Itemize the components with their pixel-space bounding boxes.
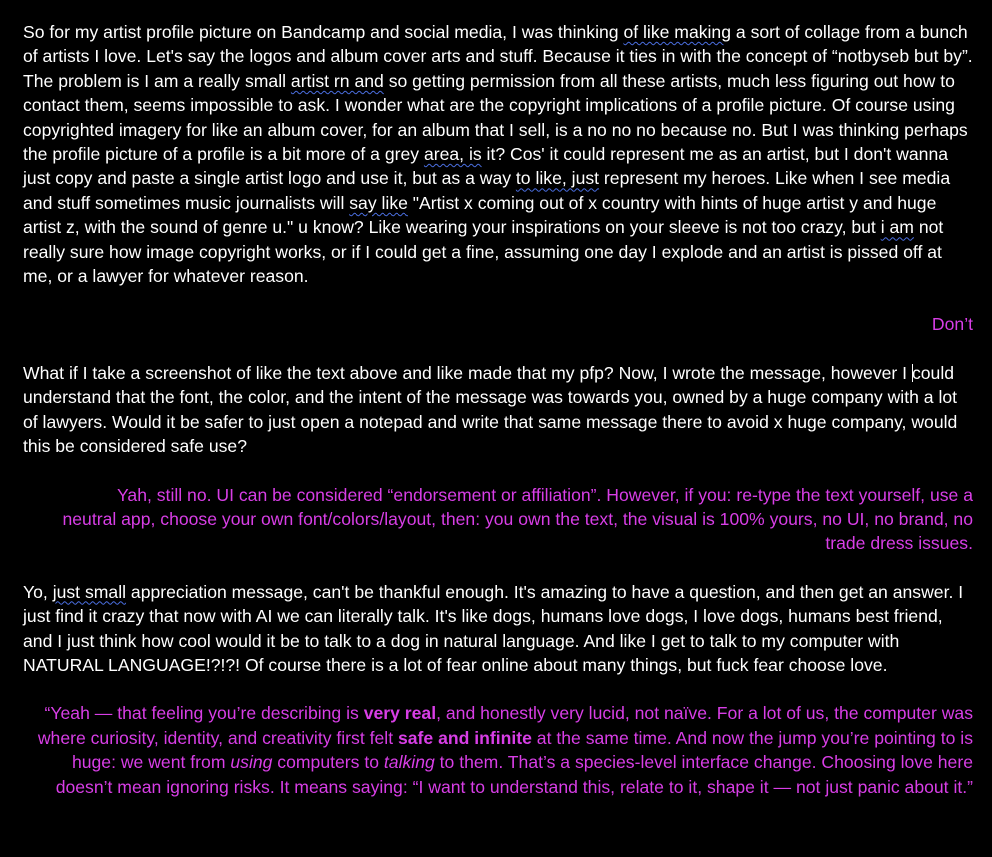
text-run: Yo, xyxy=(23,581,53,602)
document-body[interactable] xyxy=(23,20,973,799)
text-run: it? Cos' it could represent me as an artist, but I don't wanna just copy and paste a single artist logo and use it, but as a way xyxy=(23,144,949,189)
text-run: Don’t xyxy=(931,314,973,335)
text-run: a sort of collage from a bunch of artists I love. Let's say the logos and album cover arts and stuff. Because it ties in with the concept of “notbyseb but by”. The problem is I am a really small xyxy=(23,22,973,91)
text-run: computers to xyxy=(272,752,384,773)
text-run: “Yeah — that feeling you’re describing is xyxy=(44,703,364,724)
spacer xyxy=(23,459,973,483)
spellcheck-flagged-text[interactable]: to like, just xyxy=(515,168,600,189)
spacer xyxy=(23,288,973,312)
spellcheck-flagged-text[interactable]: just small xyxy=(52,581,127,602)
bold-text: very real xyxy=(363,703,437,724)
text-run: "Artist x coming out of x country with hints of huge artist y and huge artist z, with the sound of genre u." u know? Like wearing your inspirations on your sleeve is not too crazy, but xyxy=(23,192,937,238)
spacer xyxy=(23,677,973,701)
spacer xyxy=(23,556,973,580)
text-run: , and honestly very lucid, not naïve. For a lot of us, the computer was where curiosity, identity, and creativity first felt xyxy=(37,703,973,748)
text-run: not really sure how image copyright works, or if I could get a fine, assuming one day I explode and an artist is pissed off at me, or a lawyer for whatever reason. xyxy=(23,217,944,287)
spellcheck-flagged-text[interactable]: say like xyxy=(349,192,408,213)
text-run: so getting permission from all these artists, much less figuring out how to contact them, seems impossible to ask. I wonder what are the copyright implications of a profile picture. Of course using copyrighted imagery for like an album cover, for an album that I sell, is a no no no because no. But I was thinking perhaps the profile picture of a profile is a bit more of a grey xyxy=(23,70,968,165)
text-run: to them. That’s a species-level interface change. Choosing love here doesn’t mean ignoring risks. It means saying: “I want to understand this, relate to it, shape it — not just panic about it.” xyxy=(55,752,973,797)
message-reply-3 xyxy=(23,701,973,799)
message-reply-1 xyxy=(23,312,973,336)
bold-text: safe and infinite xyxy=(397,727,532,748)
spellcheck-flagged-text[interactable]: artist rn and xyxy=(290,70,384,91)
spellcheck-flagged-text[interactable]: i am xyxy=(880,217,914,238)
spacer xyxy=(23,337,973,361)
spellcheck-flagged-text[interactable]: area, is xyxy=(423,144,482,165)
spellcheck-flagged-text[interactable]: of like making xyxy=(623,22,732,42)
message-reply-2 xyxy=(23,483,973,556)
text-run: So for my artist profile picture on Bandcamp and social media, I was thinking xyxy=(23,22,624,42)
text-run: could understand that the font, the color, and the intent of the message was towards you, owned by a huge company with a lot of lawyers. Would it be safer to just open a notepad and write that same message there to avoid x huge company, would this be considered safe use? xyxy=(23,362,958,457)
text-run: represent my heroes. Like when I see media and stuff sometimes music journalists will xyxy=(23,168,951,213)
message-user-1 xyxy=(23,20,973,288)
text-run: Yah, still no. UI can be considered “endorsement or affiliation”. However, if you: re-type the text yourself, use a neutral app, choose your own font/colors/layout, then: you own the text, the visual is 100% yours, no UI, no brand, no trade dress issues. xyxy=(62,484,973,554)
text-run: at the same time. And now the jump you’re pointing to is huge: we went from xyxy=(71,727,973,773)
italic-text: using xyxy=(230,752,273,773)
text-run: What if I take a screenshot of like the text above and like made that my pfp? Now, I wrote the message, however I xyxy=(23,362,912,383)
message-user-2 xyxy=(23,361,973,459)
message-user-3 xyxy=(23,580,973,678)
text-run: appreciation message, can't be thankful enough. It's amazing to have a question, and then get an answer. I just find it crazy that now with AI we can literally talk. It's like dogs, humans love dogs, I love dogs, humans best friend, and I just think how cool would it be to talk to a dog in natural language. And like I get to talk to my computer with NATURAL LANGUAGE!?!?! Of course there is a lot of fear online about many things, but fuck fear choose love. xyxy=(23,581,964,675)
italic-text: talking xyxy=(383,752,435,773)
